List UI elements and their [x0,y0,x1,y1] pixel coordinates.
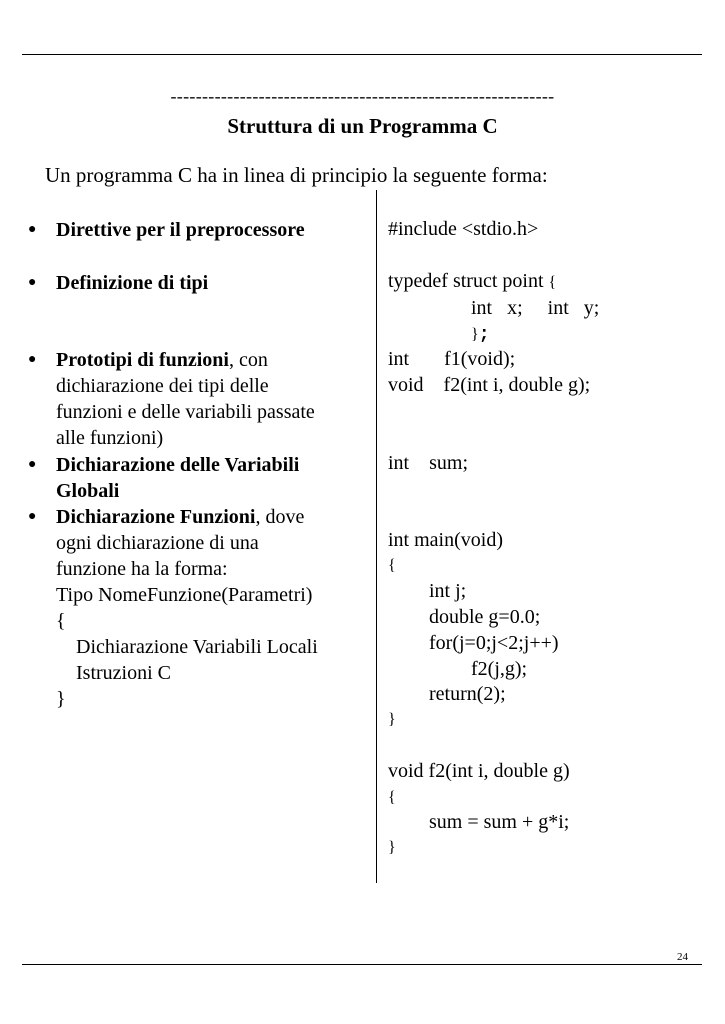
close-brace: } [56,688,66,710]
code-include: #include <stdio.h> [388,218,539,240]
bullet-text: Direttive per il preprocessore [56,219,305,241]
open-brace: { [56,610,66,632]
typedef-open-brace: { [548,274,557,291]
bullet-item-4 [28,452,358,504]
bullet-icon: ● [28,275,37,290]
bullet-text-bold: Dichiarazione Funzioni [56,506,256,528]
body-line: Dichiarazione Variabili Locali [76,636,318,658]
code-main-close-brace: } [388,711,396,728]
code-members: int x; int y; [471,297,600,319]
code-main-line-2: double g=0.0; [429,606,541,628]
code-typedef [388,268,556,296]
bottom-rule [22,964,702,965]
code-proto2: void f2(int i, double g); [388,374,591,396]
bullet-text: Definizione di tipi [56,272,209,294]
bullet-text-line: ogni dichiarazione di una [56,532,259,554]
code-f2-line-1: sum = sum + g*i; [429,811,570,833]
code-main-line-3: for(j=0;j<2;j++) [429,632,559,654]
body-line: Istruzioni C [76,662,171,684]
code-typedef-close [471,320,490,348]
code-main-open-brace: { [388,557,396,574]
code-main-line-1: int j; [429,580,467,602]
bullet-icon: ● [28,457,37,472]
bullet-text-line: funzione ha la forma: [56,558,228,580]
bullet-text-line: Tipo NomeFunzione(Parametri) [56,584,313,606]
code-f2-signature: void f2(int i, double g) [388,760,570,782]
bullet-item-5 [28,504,358,712]
typedef-semicolon: ; [478,325,490,345]
bullet-icon: ● [28,352,37,367]
column-divider [376,190,377,883]
bullet-text-line: alle funzioni) [56,427,164,449]
bullet-item-2 [28,270,358,296]
bullet-text-line: funzioni e delle variabili passate [56,401,315,423]
code-f2-close-brace: } [388,839,396,856]
code-main-line-5: return(2); [429,683,506,705]
code-global: int sum; [388,452,469,474]
page-title: Struttura di un Programma C [227,114,498,138]
code-main-signature: int main(void) [388,529,503,551]
code-f2-open-brace: { [388,789,396,806]
bullet-text: , con [229,349,268,371]
page-number: 24 [677,951,688,963]
bullet-text-line: dichiarazione dei tipi delle [56,375,269,397]
bullet-icon: ● [28,509,37,524]
bullet-item-1 [28,217,358,243]
typedef-line: typedef struct point [388,270,544,292]
bullet-text-line: Globali [56,480,120,502]
code-proto1: int f1(void); [388,348,516,370]
bullet-text-bold: Prototipi di funzioni [56,349,229,371]
bullet-text: , dove [255,506,305,528]
code-main-line-4: f2(j,g); [471,658,528,680]
top-rule [22,54,702,55]
typedef-close-brace: } [471,326,479,343]
intro-text: Un programma C ha in linea di principio la seguente forma: [45,163,548,187]
bullet-item-3 [28,347,358,451]
dashed-separator: ------------------------------------------------------------- [170,86,555,106]
bullet-icon: ● [28,222,37,237]
bullet-text-line: Dichiarazione delle Variabili [56,454,300,476]
